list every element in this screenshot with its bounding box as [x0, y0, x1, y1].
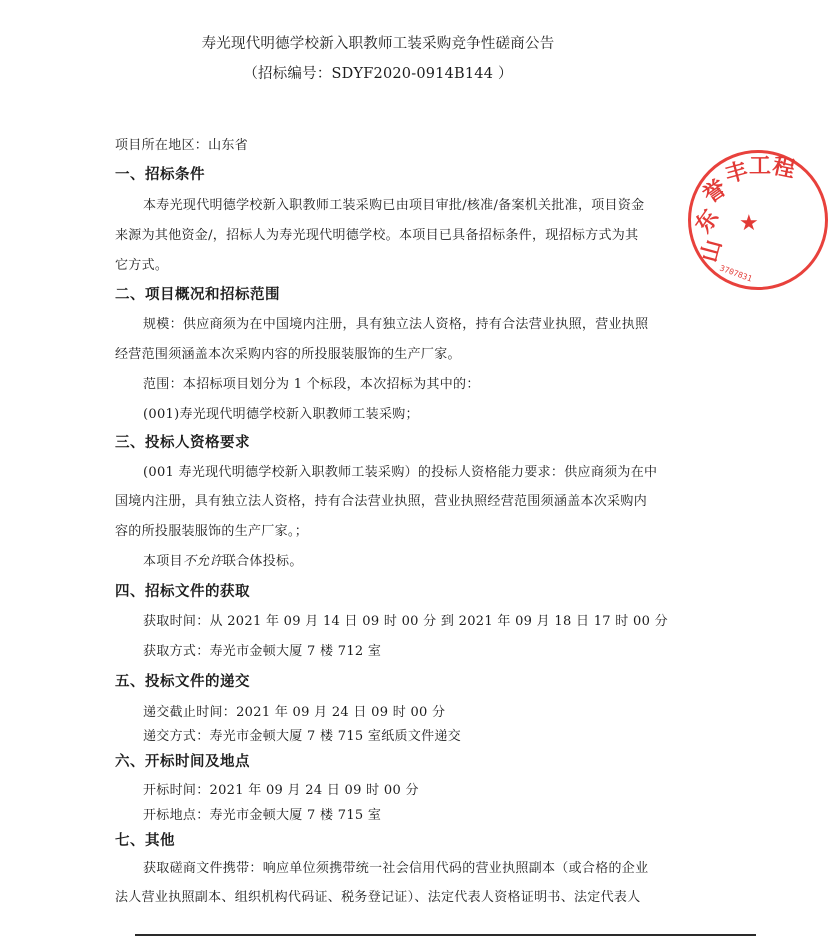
consortium-prefix: 本项目	[143, 554, 183, 569]
section-2-line-2: 经营范围须涵盖本次采购内容的所投服装服饰的生产厂家。	[115, 347, 461, 362]
section-heading-4: 四、招标文件的获取	[115, 584, 250, 600]
acquire-method: 获取方式：寿光市金顿大厦 7 楼 712 室	[143, 644, 382, 659]
section-heading-1: 一、招标条件	[115, 167, 205, 183]
section-2-line-4: (001)寿光现代明德学校新入职教师工装采购；	[143, 407, 419, 422]
section-3-line-1: (001 寿光现代明德学校新入职教师工装采购）的投标人资格能力要求：供应商须为在中	[143, 465, 658, 480]
section-3-line-4	[143, 550, 303, 569]
section-heading-2: 二、项目概况和招标范围	[115, 287, 280, 303]
section-1-line-3: 它方式。	[115, 258, 169, 273]
seal-char: 工	[749, 154, 772, 179]
acquire-time: 获取时间：从 2021 年 09 月 14 日 09 时 00 分 到 2021 年 09 月 18 日 17 时 00 分	[143, 614, 668, 629]
seal-char: 山	[697, 237, 727, 265]
company-seal	[688, 150, 828, 290]
seal-char: 东	[691, 205, 725, 238]
submit-method: 递交方式：寿光市金顿大厦 7 楼 715 室纸质文件递交	[143, 729, 462, 744]
section-7-line-1: 获取磋商文件携带：响应单位须携带统一社会信用代码的营业执照副本（或合格的企业	[143, 861, 649, 876]
section-2-line-1: 规模：供应商须为在中国境内注册，具有独立法人资格，持有合法营业执照，营业执照	[143, 317, 649, 332]
seal-char: 丰	[722, 158, 751, 189]
section-1-line-1: 本寿光现代明德学校新入职教师工装采购已由项目审批/核准/备案机关批准，项目资金	[143, 198, 645, 213]
section-heading-5: 五、投标文件的递交	[115, 674, 250, 690]
section-1-line-2: 来源为其他资金/，招标人为寿光现代明德学校。本项目已具备招标条件，现招标方式为其	[115, 228, 639, 243]
page-bottom-rule	[135, 934, 756, 936]
consortium-not-allowed: 不允许	[182, 554, 223, 569]
seal-star-icon: ★	[739, 211, 759, 236]
section-3-line-3: 容的所投服装服饰的生产厂家。；	[115, 524, 309, 539]
section-heading-7: 七、其他	[115, 833, 175, 849]
opening-time: 开标时间：2021 年 09 月 24 日 09 时 00 分	[143, 783, 419, 798]
section-7-line-2: 法人营业执照副本、组织机构代码证、税务登记证）、法定代表人资格证明书、法定代表人	[115, 890, 641, 905]
project-region: 项目所在地区：山东省	[115, 138, 249, 153]
section-heading-6: 六、开标时间及地点	[115, 754, 250, 770]
seal-char: 誉	[698, 175, 732, 209]
seal-char: 程	[770, 153, 797, 183]
tender-code: （招标编号：SDYF2020-0914B144 ）	[243, 66, 513, 82]
section-heading-3: 三、投标人资格要求	[115, 435, 250, 451]
seal-number: 3707831	[718, 263, 754, 284]
section-3-line-2: 国境内注册，具有独立法人资格，持有合法营业执照，营业执照经营范围须涵盖本次采购内	[115, 494, 648, 509]
consortium-suffix: 联合体投标。	[222, 554, 303, 569]
opening-location: 开标地点：寿光市金顿大厦 7 楼 715 室	[143, 808, 382, 823]
page-title: 寿光现代明德学校新入职教师工装采购竞争性磋商公告	[201, 36, 555, 52]
submit-deadline: 递交截止时间：2021 年 09 月 24 日 09 时 00 分	[143, 705, 446, 720]
section-2-line-3: 范围：本招标项目划分为 1 个标段，本次招标为其中的：	[143, 377, 480, 392]
